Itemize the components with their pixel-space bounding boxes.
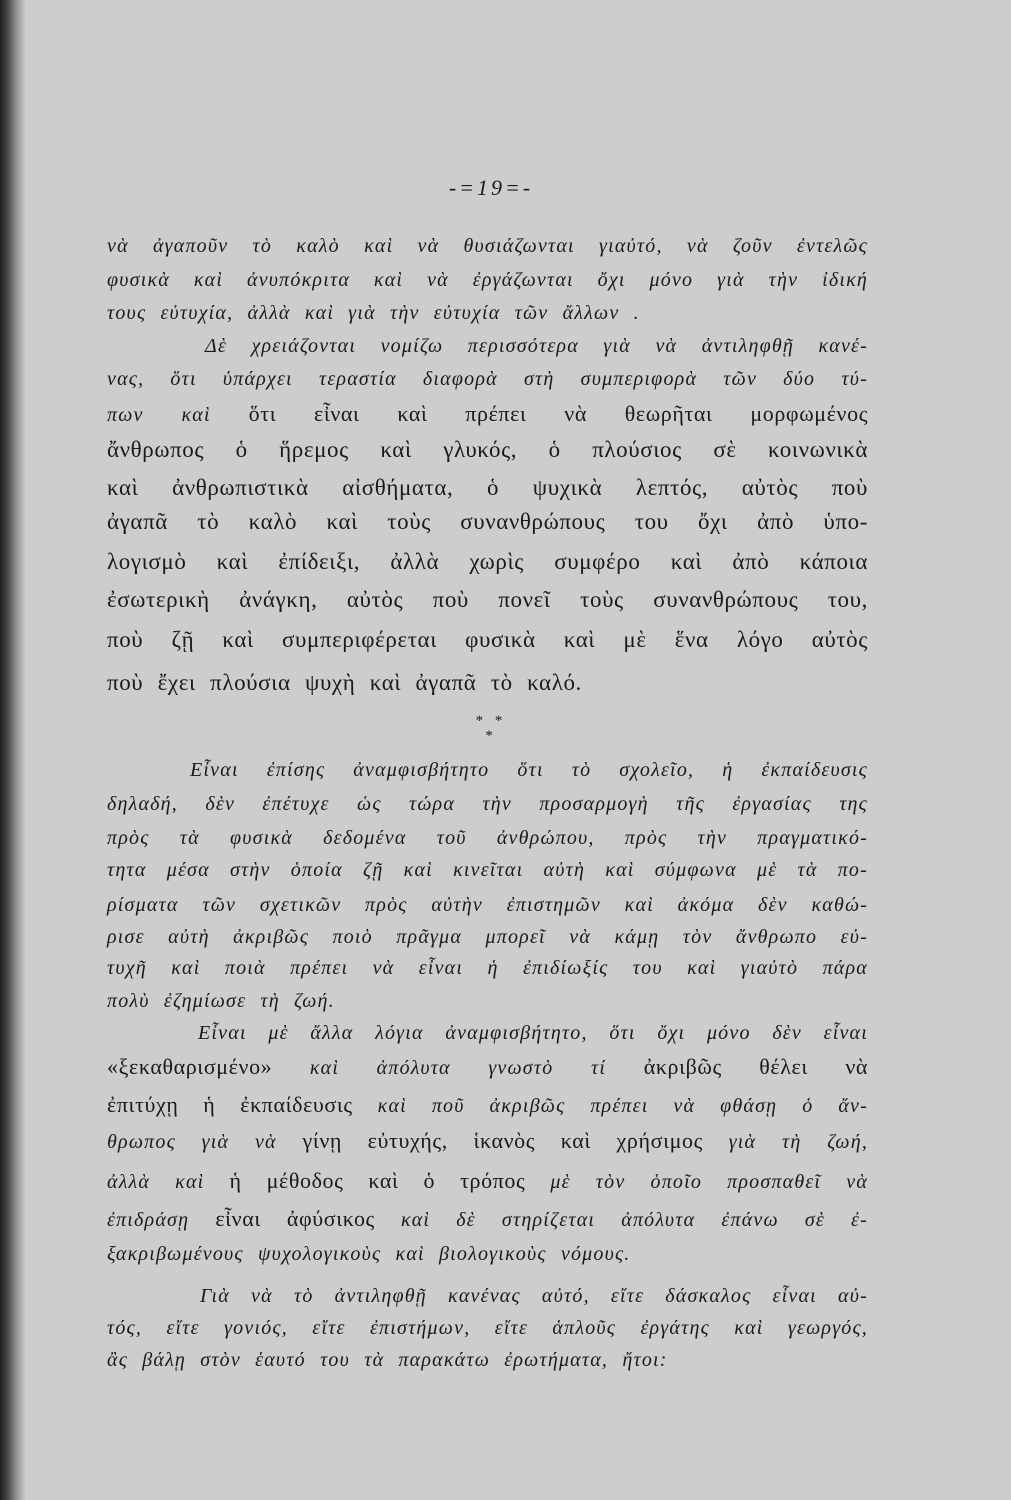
text-segment: Γιὰ νὰ τὸ ἀντιληφθῇ κανένας αὐτό, εἴτε δάσκαλος εἶναι αὐ- — [200, 1285, 868, 1307]
text-segment: ἄνθρωπος ὁ ἥρεμος καὶ γλυκός, ὁ πλούσιος σὲ κοινωνικὰ — [107, 437, 868, 462]
asterism-top: * * — [475, 713, 507, 729]
page-number: -=19=- — [448, 175, 534, 200]
text-line — [107, 920, 868, 954]
text-segment: καὶ ποῦ ἀκριβῶς πρέπει νὰ φθάσῃ ὁ ἄν- — [377, 1095, 868, 1117]
text-line — [107, 984, 868, 1018]
text-line — [107, 1124, 868, 1158]
text-segment: πων καὶ — [107, 404, 211, 426]
text-line — [107, 1343, 868, 1377]
text-line — [107, 397, 868, 431]
text-line — [107, 1050, 868, 1084]
text-line — [107, 1202, 868, 1236]
text-segment: ἀλλὰ καὶ — [107, 1171, 205, 1193]
text-line — [190, 753, 868, 787]
text-line — [107, 1164, 868, 1198]
text-line — [107, 888, 868, 922]
text-segment: φυσικὰ καὶ ἀνυπόκριτα καὶ νὰ ἐργάζωνται ὄχι μόνο γιὰ τὴν ἰδική — [107, 269, 868, 291]
text-segment: ὅτι εἶναι καὶ πρέπει νὰ θεωρῆται μορφωμένος — [248, 401, 868, 426]
text-segment: ἐσωτερικὴ ἀνάγκη, αὐτὸς ποὺ πονεῖ τοὺς συνανθρώπους του, — [107, 587, 868, 612]
text-line — [107, 296, 868, 330]
text-line — [107, 787, 868, 821]
text-line — [107, 1311, 868, 1345]
text-line — [107, 623, 868, 657]
text-segment: καὶ ἀνθρωπιστικὰ αἰσθήματα, ὁ ψυχικὰ λεπτός, αὐτὸς ποὺ — [107, 475, 868, 500]
text-segment: τητα μέσα στὴν ὁποία ζῇ καὶ κινεῖται αὐτὴ καὶ σύμφωνα μὲ τὰ πο- — [107, 859, 868, 881]
text-segment: γιὰ τὴ ζωή, — [728, 1131, 869, 1153]
text-line — [107, 951, 868, 985]
text-segment: Εἶναι ἐπίσης ἀναμφισβήτητο ὅτι τὸ σχολεῖο, ἡ ἐκπαίδευσις — [190, 759, 868, 781]
text-segment: ἀγαπᾶ τὸ καλὸ καὶ τοὺς συνανθρώπους του ὄχι ἀπὸ ὑπο- — [107, 509, 868, 534]
text-segment: Εἶναι μὲ ἄλλα λόγια ἀναμφισβήτητο, ὅτι ὄχι μόνο δὲν εἶναι — [198, 1022, 868, 1044]
text-segment: ἀκριβῶς θέλει νὰ — [643, 1054, 868, 1079]
asterism — [441, 714, 541, 744]
text-segment: γίνῃ εὐτυχής, ἱκανὸς καὶ χρήσιμος — [302, 1128, 703, 1153]
text-line — [107, 263, 868, 297]
text-segment: πολὺ ἐζημίωσε τὴ ζωή. — [107, 990, 335, 1012]
text-segment: ρίσματα τῶν σχετικῶν πρὸς αὐτὴν ἐπιστημῶν καὶ ἀκόμα δὲν καθώ- — [107, 894, 868, 916]
text-segment: ποὺ ἔχει πλούσια ψυχὴ καὶ ἀγαπᾶ τὸ καλό. — [107, 670, 582, 695]
text-line — [200, 1279, 868, 1313]
text-line — [205, 329, 868, 363]
text-line — [107, 362, 868, 396]
text-line — [107, 505, 868, 539]
text-segment: μὲ τὸν ὁποῖο προσπαθεῖ νὰ — [550, 1171, 869, 1193]
text-segment: ποὺ ζῇ καὶ συμπεριφέρεται φυσικὰ καὶ μὲ ἕνα λόγο αὐτὸς — [107, 627, 868, 652]
text-segment: εἶναι ἀφύσικος — [215, 1206, 375, 1231]
text-line — [198, 1016, 868, 1050]
text-segment: νὰ ἀγαποῦν τὸ καλὸ καὶ νὰ θυσιάζωνται γιαὐτό, νὰ ζοῦν ἐντελῶς — [107, 235, 868, 257]
text-segment: δηλαδή, δὲν ἐπέτυχε ὡς τώρα τὴν προσαρμογὴ τῆς ἐργασίας της — [107, 793, 868, 815]
text-segment: ρισε αὐτὴ ἀκριβῶς ποιὸ πρᾶγμα μπορεῖ νὰ κάμῃ τὸν ἄνθρωπο εὐ- — [107, 926, 868, 948]
text-segment: ἂς βάλῃ στὸν ἑαυτό του τὰ παρακάτω ἐρωτήματα, ἤτοι: — [107, 1349, 668, 1371]
text-segment: νας, ὅτι ὑπάρχει τεραστία διαφορὰ στὴ συμπεριφορὰ τῶν δύο τύ- — [107, 368, 868, 390]
text-line — [107, 821, 868, 855]
text-segment: Δὲ χρειάζονται νομίζω περισσότερα γιὰ νὰ ἀντιληφθῇ κανέ- — [205, 335, 868, 357]
text-line — [107, 229, 868, 263]
text-line — [107, 545, 868, 579]
text-segment: καὶ ἀπόλυτα γνωστὸ τί — [309, 1057, 607, 1079]
text-segment: λογισμὸ καὶ ἐπίδειξι, ἀλλὰ χωρὶς συμφέρο καὶ ἀπὸ κάποια — [107, 549, 868, 574]
text-segment: τους εὐτυχία, ἀλλὰ καὶ γιὰ τὴν εὐτυχία τῶν ἄλλων . — [107, 302, 640, 324]
text-line — [107, 1237, 868, 1271]
text-segment: καὶ δὲ στηρίζεται ἀπόλυτα ἐπάνω σὲ ἐ- — [400, 1209, 869, 1231]
text-segment: πρὸς τὰ φυσικὰ δεδομένα τοῦ ἀνθρώπου, πρὸς τὴν πραγματικό- — [107, 827, 868, 849]
text-line — [107, 583, 868, 617]
text-segment: τός, εἴτε γονιός, εἴτε ἐπιστήμων, εἴτε ἁπλοῦς ἐργάτης καὶ γεωργός, — [107, 1317, 868, 1339]
asterism-bottom: * — [485, 728, 497, 744]
text-segment: ξακριβωμένους ψυχολογικοὺς καὶ βιολογικοὺς νόμους. — [107, 1243, 631, 1265]
text-segment: θρωπος γιὰ νὰ — [107, 1131, 277, 1153]
text-line — [107, 853, 868, 887]
text-line — [107, 666, 868, 700]
text-segment: τυχῆ καὶ ποιὰ πρέπει νὰ εἶναι ἡ ἐπιδίωξίς του καὶ γιαὐτὸ πάρα — [107, 957, 868, 979]
text-line — [107, 471, 868, 505]
text-segment: ἐπιτύχῃ ἡ ἐκπαίδευσις — [107, 1092, 353, 1117]
text-segment: «ξεκαθαρισμένο» — [107, 1054, 273, 1079]
text-line — [107, 1088, 868, 1122]
binding-shadow — [0, 0, 26, 1500]
text-segment: ἡ μέθοδος καὶ ὁ τρόπος — [229, 1168, 526, 1193]
text-line — [107, 433, 868, 467]
text-segment: ἐπιδράσῃ — [107, 1209, 190, 1231]
